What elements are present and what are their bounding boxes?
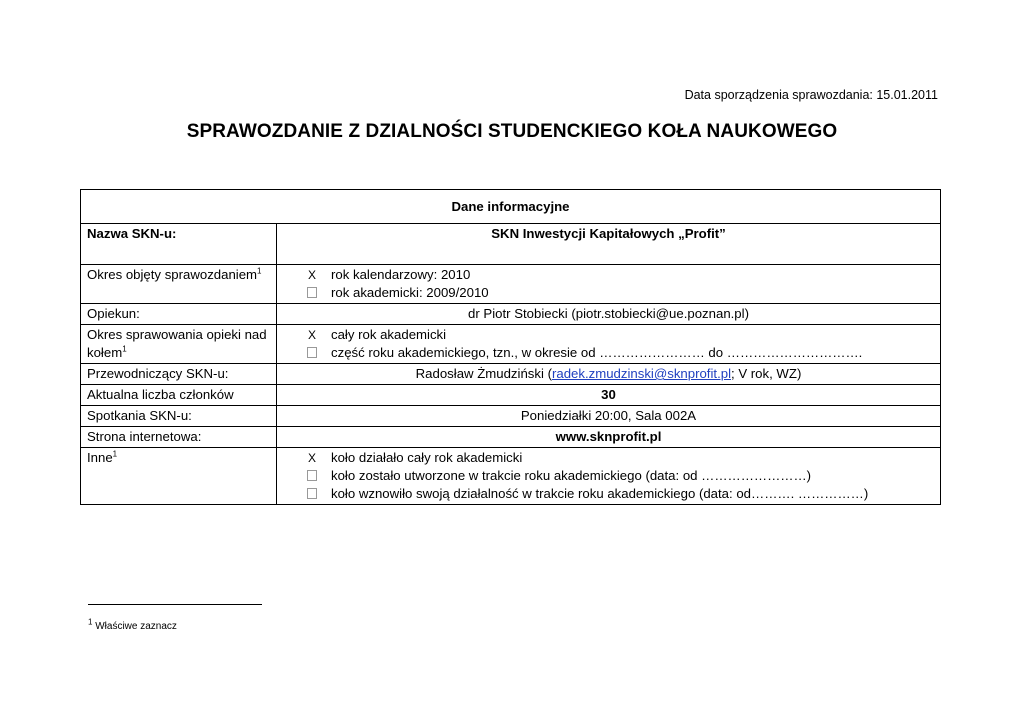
website-value: www.sknprofit.pl bbox=[277, 427, 941, 448]
checked-box: X bbox=[307, 328, 316, 342]
info-table bbox=[80, 189, 941, 505]
care-options bbox=[277, 325, 941, 364]
table-row bbox=[81, 448, 941, 505]
supervisor-value: dr Piotr Stobiecki (piotr.stobiecki@ue.poznan.pl) bbox=[277, 304, 941, 325]
option-created-during-year bbox=[283, 467, 934, 485]
checked-box: X bbox=[307, 451, 316, 465]
option-label: koło działało cały rok akademicki bbox=[331, 450, 523, 465]
option-label: część roku akademickiego, tzn., w okresie od …………………… do …………………………. bbox=[331, 345, 863, 360]
table-row bbox=[81, 190, 941, 224]
option-label: rok kalendarzowy: 2010 bbox=[331, 267, 471, 282]
table-row bbox=[81, 265, 941, 304]
option-academic-year bbox=[283, 284, 934, 302]
table-row bbox=[81, 325, 941, 364]
option-label: rok akademicki: 2009/2010 bbox=[331, 285, 489, 300]
option-active-full-year bbox=[283, 449, 934, 467]
footnote-divider bbox=[88, 604, 262, 605]
checked-box: X bbox=[307, 268, 316, 282]
option-full-year bbox=[283, 326, 934, 344]
period-options bbox=[277, 265, 941, 304]
meetings-value: Poniedziałki 20:00, Sala 002A bbox=[277, 406, 941, 427]
footnote-ref: 1 bbox=[112, 449, 118, 459]
table-row bbox=[81, 406, 941, 427]
footnote bbox=[88, 617, 177, 632]
table-row bbox=[81, 304, 941, 325]
chair-email-link[interactable]: radek.zmudzinski@sknprofit.pl bbox=[551, 366, 731, 381]
website-label: Strona internetowa: bbox=[81, 427, 277, 448]
name-value: SKN Inwestycji Kapitałowych „Profit” bbox=[277, 224, 941, 265]
table-row bbox=[81, 364, 941, 385]
option-part-year bbox=[283, 344, 934, 362]
other-options bbox=[277, 448, 941, 505]
empty-checkbox bbox=[305, 344, 319, 362]
footnote-ref: 1 bbox=[122, 344, 127, 354]
period-label: Okres objęty sprawozdaniem$^1$ bbox=[81, 265, 277, 304]
name-label: Nazwa SKN-u: bbox=[81, 224, 277, 265]
chair-value: Radosław Żmudziński (radek.zmudzinski@sknprofit.pl; V rok, WZ) bbox=[277, 364, 941, 385]
empty-checkbox bbox=[305, 284, 319, 302]
option-resumed-during-year bbox=[283, 485, 934, 503]
table-row bbox=[81, 224, 941, 265]
option-label: cały rok akademicki bbox=[331, 327, 447, 342]
table-row bbox=[81, 427, 941, 448]
option-label: koło zostało utworzone w trakcie roku akademickiego (data: od ……………………) bbox=[331, 468, 812, 483]
members-label: Aktualna liczba członków bbox=[81, 385, 277, 406]
members-value: 30 bbox=[277, 385, 941, 406]
footnote-ref: 1 bbox=[257, 266, 262, 276]
section-header: Dane informacyjne bbox=[81, 190, 941, 224]
chair-label: Przewodniczący SKN-u: bbox=[81, 364, 277, 385]
empty-checkbox bbox=[305, 467, 319, 485]
option-label: koło wznowiło swoją działalność w trakcie roku akademickiego (data: od………. ……………) bbox=[331, 486, 869, 501]
footnote-marker: 1 bbox=[88, 617, 93, 627]
document-title: SPRAWOZDANIE Z DZIALNOŚCI STUDENCKIEGO KOŁA NAUKOWEGO bbox=[186, 121, 838, 142]
meetings-label: Spotkania SKN-u: bbox=[81, 406, 277, 427]
option-calendar-year bbox=[283, 266, 934, 284]
footnote-text: Właściwe zaznacz bbox=[95, 621, 177, 632]
table-row bbox=[81, 385, 941, 406]
supervisor-label: Opiekun: bbox=[81, 304, 277, 325]
care-period-label: Okres sprawowania opieki nad kołem$^1$ bbox=[81, 325, 277, 364]
report-date: Data sporządzenia sprawozdania: 15.01.2011 bbox=[684, 88, 938, 102]
empty-checkbox bbox=[305, 485, 319, 503]
other-label: Inne$^1$ bbox=[81, 448, 277, 505]
